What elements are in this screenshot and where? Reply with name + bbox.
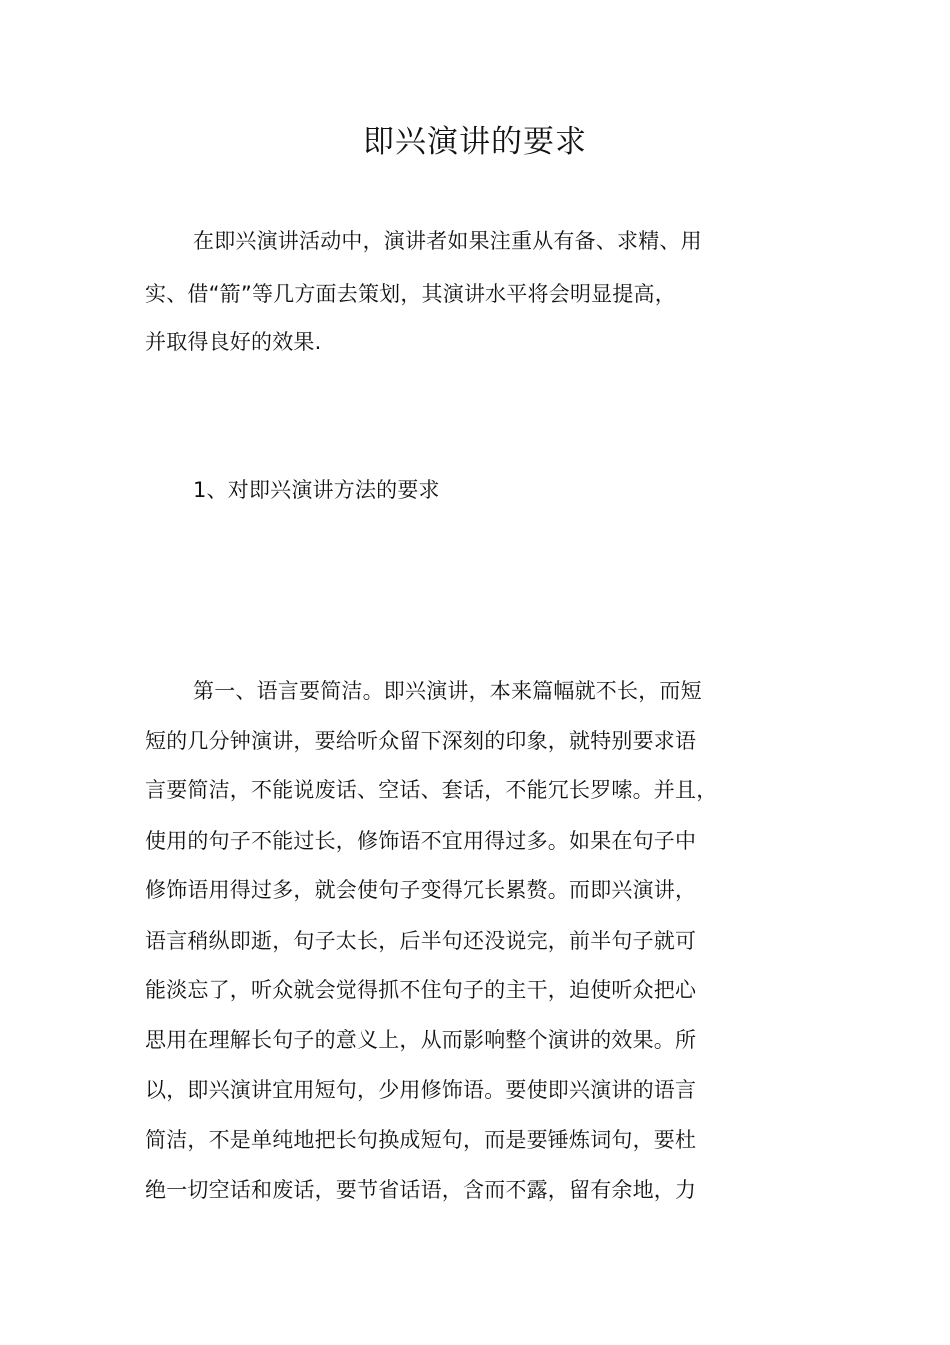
page-title: 即兴演讲的要求 [363, 124, 587, 160]
intro-line: 在即兴演讲活动中，演讲者如果注重从有备、求精、用 [193, 229, 702, 253]
section-heading: 1、对即兴演讲方法的要求 [193, 478, 440, 502]
paragraph-line: 使用的句子不能过长，修饰语不宜用得过多。如果在句子中 [145, 829, 697, 853]
intro-line: 并取得良好的效果. [145, 330, 322, 354]
paragraph-line: 思用在理解长句子的意义上，从而影响整个演讲的效果。所 [145, 1028, 697, 1052]
paragraph-line: 修饰语用得过多，就会使句子变得冗长累赘。而即兴演讲， [145, 878, 697, 902]
paragraph-line: 能淡忘了，听众就会觉得抓不住句子的主干，迫使听众把心 [145, 978, 697, 1002]
paragraph-line: 简洁，不是单纯地把长句换成短句，而是要锤炼词句，要杜 [145, 1128, 697, 1152]
paragraph-line: 以，即兴演讲宜用短句，少用修饰语。要使即兴演讲的语言 [145, 1078, 697, 1102]
paragraph-line: 第一、语言要简洁。即兴演讲，本来篇幅就不长，而短 [193, 679, 702, 703]
paragraph-line: 语言稍纵即逝，句子太长，后半句还没说完，前半句子就可 [145, 929, 697, 953]
paragraph-line: 绝一切空话和废话，要节省话语，含而不露，留有余地，力 [145, 1178, 697, 1202]
paragraph-line: 短的几分钟演讲，要给听众留下深刻的印象，就特别要求语 [145, 729, 697, 753]
intro-line: 实、借“箭”等几方面去策划，其演讲水平将会明显提高， [145, 282, 676, 306]
paragraph-line: 言要简洁，不能说废话、空话、套话，不能冗长罗嗦。并且， [145, 778, 718, 802]
